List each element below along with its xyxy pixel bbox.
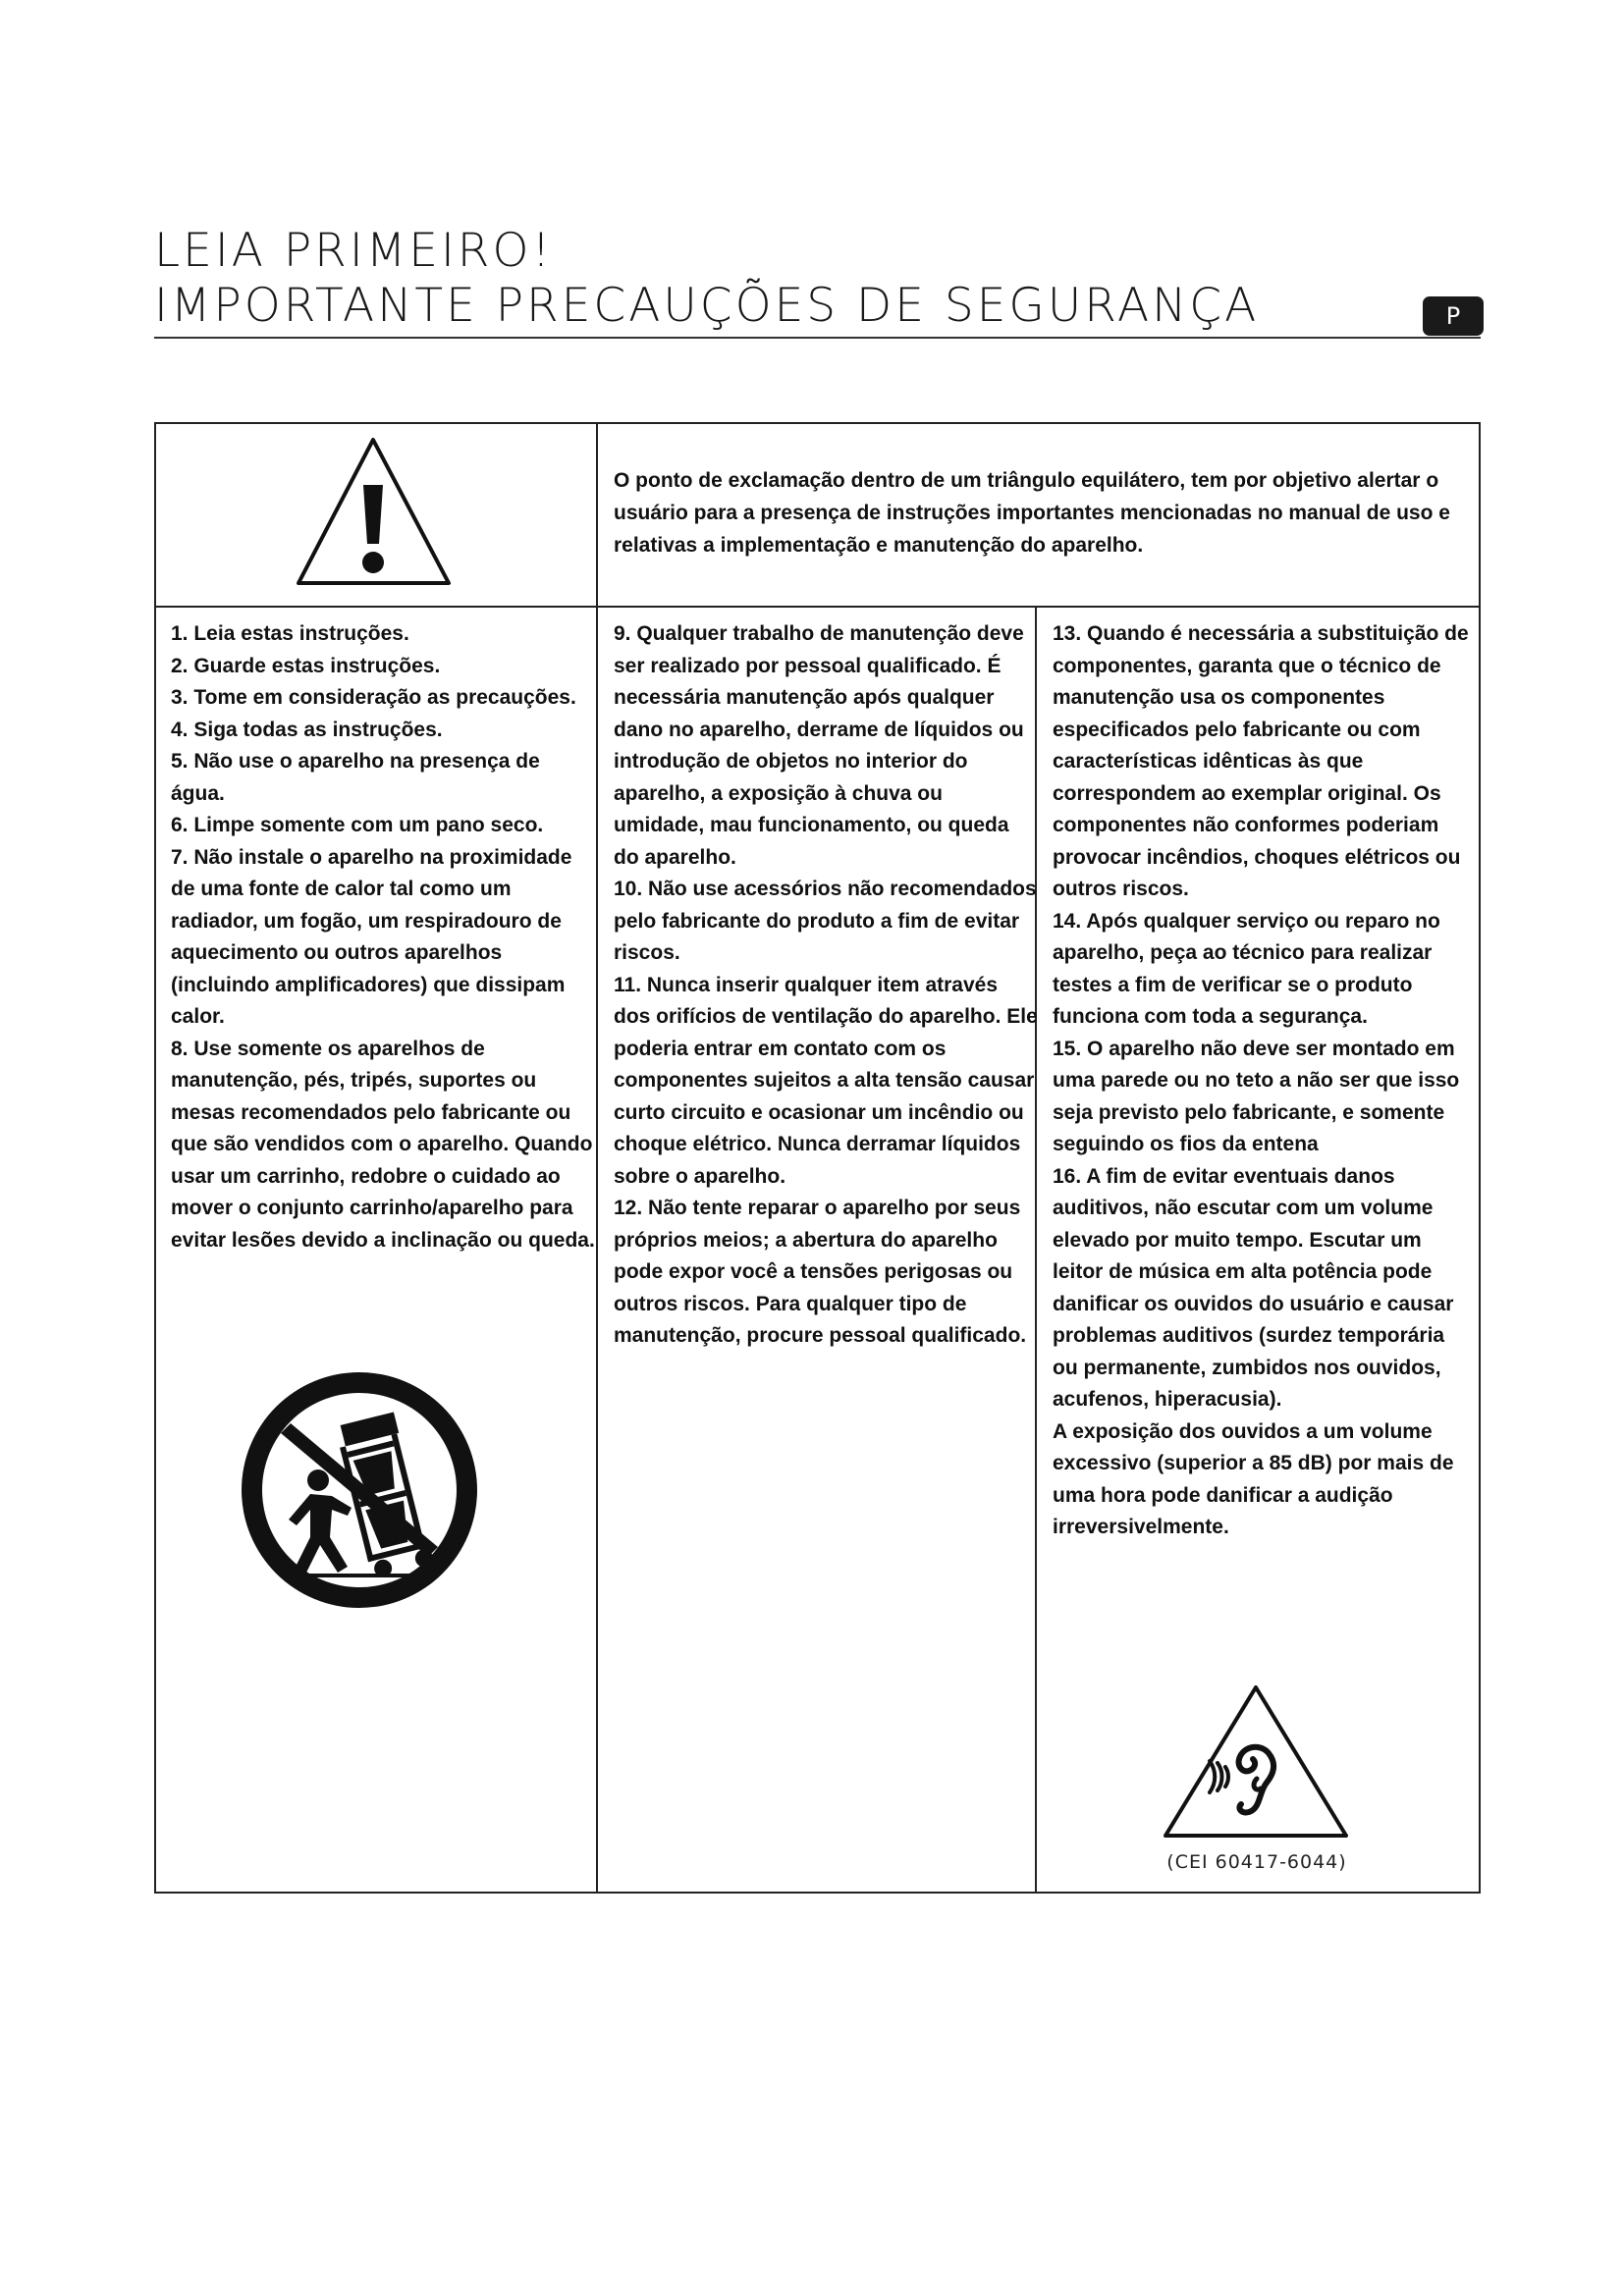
- instruction-item: 1. Leia estas instruções.: [171, 622, 409, 645]
- instruction-item: 4. Siga todas as instruções.: [171, 718, 443, 741]
- instructions-column-2: [614, 618, 1038, 1353]
- instruction-item: 16. A fim de evitar eventuais danos auditivos, não escutar com um volume elevado por muito tempo. Escutar um leitor de música em alta potência pode danificar os ouvidos do usuário e causar problemas auditivos (surdez temporária ou permanente, zumbidos nos ouvidos, acufenos, hiperacusia).: [1053, 1164, 1454, 1411]
- instruction-item: 2. Guarde estas instruções.: [171, 654, 441, 677]
- hearing-standard-label: (CEI 60417-6044): [1166, 1851, 1347, 1873]
- title-line-2: IMPORTANTE PRECAUÇÕES DE SEGURANÇA: [154, 279, 1260, 333]
- instruction-item: 3. Tome em consideração as precauções.: [171, 686, 576, 709]
- instruction-item: 10. Não use acessórios não recomendados pelo fabricante do produto a fim de evitar riscos.: [614, 878, 1037, 964]
- hearing-warning-icon: [1161, 1682, 1351, 1842]
- title-line-1: LEIA PRIMEIRO!: [154, 224, 554, 278]
- warning-notice-text: O ponto de exclamação dentro de um triângulo equilátero, tem por objetivo alertar o usuário para a presença de instruções importantes mencionadas no manual de uso e relativas a implementação e manutenção do aparelho.: [614, 469, 1450, 557]
- instruction-item: A exposição dos ouvidos a um volume excessivo (superior a 85 dB) por mais de uma hora pode danificar a audição irreversivelmente.: [1053, 1419, 1454, 1538]
- instruction-item: 6. Limpe somente com um pano seco.: [171, 814, 544, 836]
- instruction-item: 7. Não instale o aparelho na proximidade de uma fonte de calor tal como um radiador, um fogão, um respiradouro de aquecimento ou outros aparelhos (incluindo amplificadores) que dissipam calor.: [171, 845, 572, 1028]
- instruction-item: 8. Use somente os aparelhos de manutenção, pés, tripés, suportes ou mesas recomendados pelo fabricante ou que são vendidos com o aparelho. Quando usar um carrinho, redobre o cuidado ao mover o conjunto carrinho/aparelho para evitar lesões devido a inclinação ou queda.: [171, 1037, 595, 1252]
- language-badge: P: [1423, 296, 1484, 336]
- instruction-item: 9. Qualquer trabalho de manutenção deve ser realizado por pessoal qualificado. É necessária manutenção após qualquer dano no aparelho, derrame de líquidos ou introdução de objetos no interior do aparelho, a exposição à chuva ou umidade, mau funcionamento, ou queda do aparelho.: [614, 622, 1024, 869]
- instruction-item: 11. Nunca inserir qualquer item através dos orifícios de ventilação do aparelho. Ele poderia entrar em contato com os componentes sujeitos a alta tensão causar curto circuito e ocasionar um incêndio ou choque elétrico. Nunca derramar líquidos sobre o aparelho.: [614, 973, 1038, 1188]
- table-divider-h1: [154, 606, 1481, 608]
- instruction-item: 14. Após qualquer serviço ou reparo no aparelho, peça ao técnico para realizar testes a fim de verificar se o produto funciona com toda a segurança.: [1053, 909, 1440, 1028]
- instruction-item: 5. Não use o aparelho na presença de água.: [171, 750, 540, 805]
- title-underline: [154, 337, 1481, 339]
- instruction-item: 13. Quando é necessária a substituição de componentes, garanta que o técnico de manutenção usa os componentes especificados pelo fabricante ou com características idênticas às que correspondem ao exemplar original. Os componentes não conformes poderiam provocar incêndios, choques elétricos ou outros riscos.: [1053, 622, 1469, 900]
- instruction-item: 12. Não tente reparar o aparelho por seus próprios meios; a abertura do aparelho pode expor você a tensões perigosas ou outros riscos. Para qualquer tipo de manutenção, procure pessoal qualificado.: [614, 1197, 1027, 1347]
- exclamation-triangle-icon: [293, 434, 455, 591]
- no-cart-tipping-icon: [242, 1372, 477, 1608]
- instruction-item: 15. O aparelho não deve ser montado em uma parede ou no teto a não ser que isso seja previsto pelo fabricante, e somente seguindo os fios da entena: [1053, 1037, 1460, 1155]
- instructions-column-1: [171, 618, 597, 1256]
- page-header: [154, 224, 1480, 334]
- instructions-column-3: [1053, 618, 1473, 1544]
